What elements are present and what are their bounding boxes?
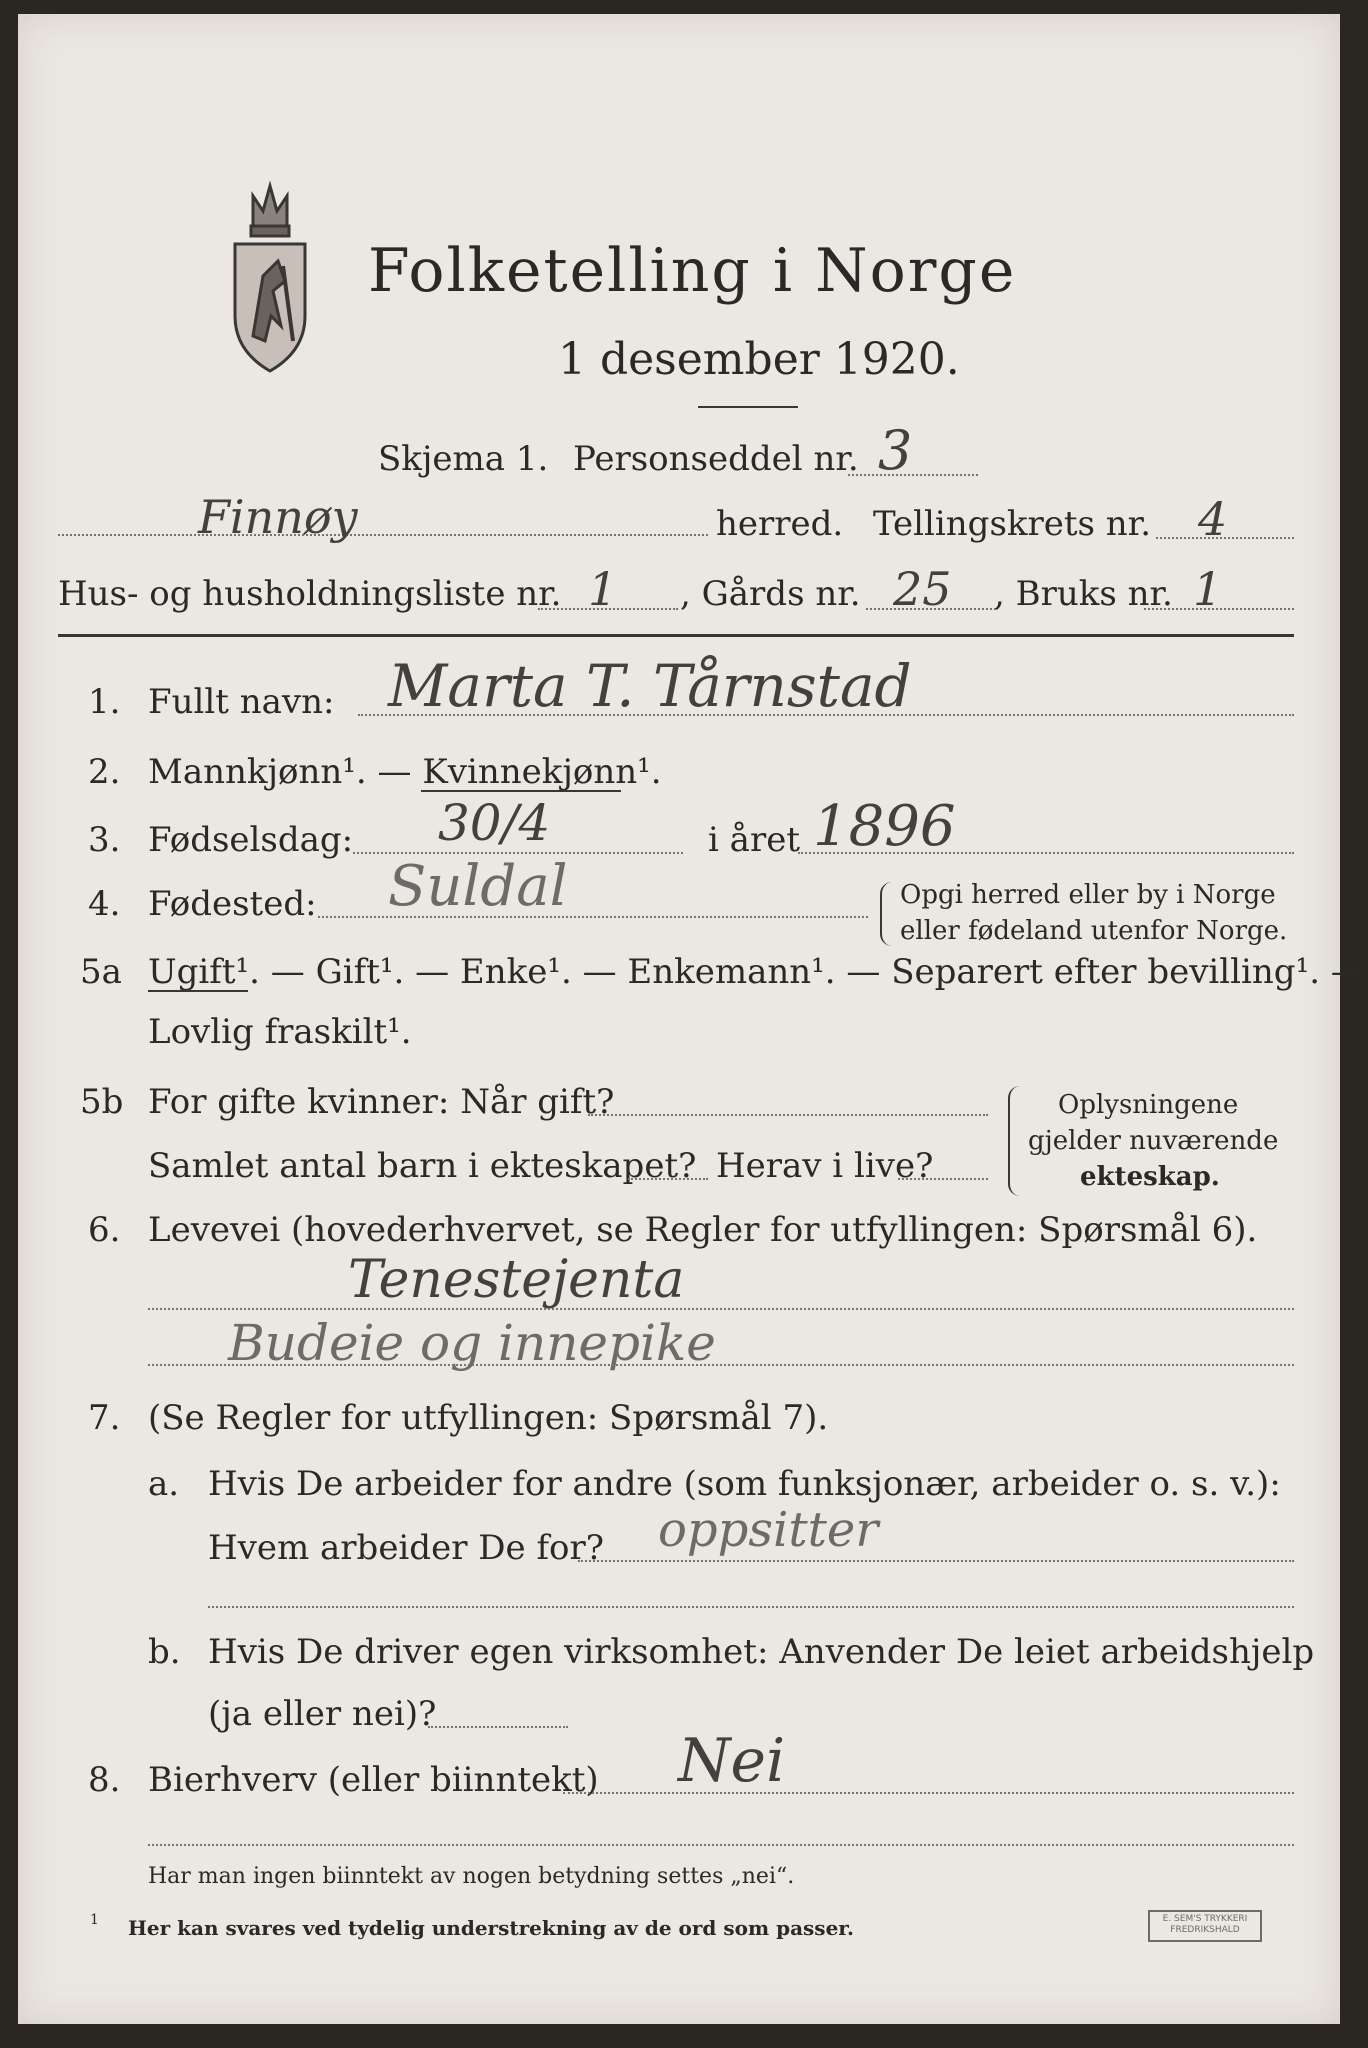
q7a-question: Hvis De arbeider for andre (som funksjonær, arbeider o. s. v.): <box>208 1464 1281 1504</box>
married-when-line <box>588 1114 988 1116</box>
q4-label: Fødested: <box>148 884 317 924</box>
birthplace-note-line1: Opgi herred eller by i Norge <box>900 880 1276 910</box>
kvinnekjonn-underline <box>421 790 621 792</box>
children-total-label: Samlet antal barn i ekteskapet? <box>148 1146 697 1186</box>
children-total-line <box>628 1178 708 1180</box>
hired-help-label: (ja eller nei)? <box>208 1694 437 1734</box>
employer-label: Hvem arbeider De for? <box>208 1528 604 1568</box>
tellingskrets-label: Tellingskrets nr. <box>873 504 1152 544</box>
birth-year-value[interactable]: 1896 <box>813 794 956 859</box>
year-label: i året <box>708 820 800 860</box>
side-income-extra-line <box>148 1844 1294 1846</box>
side-income-label: Bierhverv (eller biinntekt) <box>148 1760 599 1800</box>
q2-number: 2. <box>88 752 121 792</box>
hired-help-line <box>428 1726 568 1728</box>
herred-value[interactable]: Finnøy <box>198 490 358 544</box>
birthplace-note-brace <box>880 882 892 946</box>
children-alive-line <box>898 1178 988 1180</box>
bruks-label: , Bruks nr. <box>994 574 1173 614</box>
q5b-number: 5b <box>80 1082 124 1122</box>
herred-label: herred. <box>716 504 844 544</box>
hus-label: Hus- og husholdningsliste nr. <box>58 574 562 614</box>
q6-number: 6. <box>88 1210 121 1250</box>
side-income-note: Har man ingen biinntekt av nogen betydning settes „nei“. <box>148 1864 795 1889</box>
marriage-note-line2: gjelder nuværende <box>1028 1126 1279 1156</box>
q3-number: 3. <box>88 820 121 860</box>
form-title: Folketelling i Norge <box>368 236 1017 306</box>
census-form-page <box>18 14 1365 2024</box>
marital-status-options: Ugift¹. — Gift¹. — Enke¹. — Enkemann¹. — Separert efter bevilling¹. — <box>148 952 1365 992</box>
full-name-value[interactable]: Marta T. Tårnstad <box>388 652 912 720</box>
bruks-value[interactable]: 1 <box>1193 562 1223 616</box>
skjema-label: Skjema 1. <box>378 439 549 479</box>
census-date: 1 desember 1920. <box>558 334 960 385</box>
personseddel-line <box>848 474 978 476</box>
q1-number: 1. <box>88 682 121 722</box>
footnote-text: Her kan svares ved tydelig understrekning av de ord som passer. <box>128 1916 854 1940</box>
q8-number: 8. <box>88 1760 121 1800</box>
occupation-value-line1[interactable]: Tenestejenta <box>348 1250 685 1310</box>
marital-status-line2: Lovlig fraskilt¹. <box>148 1012 412 1052</box>
q3-label: Fødselsdag: <box>148 820 354 860</box>
occupation-line2 <box>148 1364 1294 1366</box>
occupation-line1 <box>148 1308 1294 1310</box>
personseddel-value[interactable]: 3 <box>878 419 913 482</box>
tellingskrets-value[interactable]: 4 <box>1198 492 1228 546</box>
employer-line <box>578 1560 1294 1562</box>
q7-number: 7. <box>88 1398 121 1438</box>
occupation-value-line2[interactable]: Budeie og innepike <box>228 1314 716 1372</box>
marriage-note-line3: ekteskap. <box>1080 1162 1220 1192</box>
marriage-note-line1: Oplysningene <box>1058 1090 1239 1120</box>
q1-label: Fullt navn: <box>148 682 335 722</box>
title-divider <box>698 406 798 408</box>
q7-label: (Se Regler for utfyllingen: Spørsmål 7). <box>148 1398 829 1438</box>
birthday-value[interactable]: 30/4 <box>438 794 551 852</box>
birthplace-value[interactable]: Suldal <box>388 854 568 919</box>
footnote-mark: 1 <box>90 1912 99 1928</box>
employer-extra-line <box>208 1606 1294 1608</box>
header-rule <box>58 634 1294 637</box>
q7b-letter: b. <box>148 1632 181 1672</box>
gards-value[interactable]: 25 <box>893 562 952 616</box>
herred-line <box>58 534 708 536</box>
q4-number: 4. <box>88 884 121 924</box>
printer-stamp <box>1148 1910 1262 1942</box>
gender-options: Mannkjønn¹. — Kvinnekjønn¹. <box>148 752 662 792</box>
side-income-line <box>563 1792 1294 1794</box>
birthplace-note-line2: eller fødeland utenfor Norge. <box>900 916 1288 946</box>
children-alive-label: Herav i live? <box>716 1146 934 1186</box>
employer-value[interactable]: oppsitter <box>658 1502 879 1558</box>
personseddel-label: Personseddel nr. <box>573 439 859 479</box>
q7b-question: Hvis De driver egen virksomhet: Anvender De leiet arbeidshjelp <box>208 1632 1315 1672</box>
q7a-letter: a. <box>148 1464 180 1504</box>
gards-label: , Gårds nr. <box>680 574 861 614</box>
ugift-underline <box>148 990 248 992</box>
marriage-note-brace <box>1008 1086 1020 1196</box>
q5a-number: 5a <box>80 952 122 992</box>
hus-value[interactable]: 1 <box>588 562 618 616</box>
married-when-label: For gifte kvinner: Når gift? <box>148 1082 615 1122</box>
printer-stamp-text: E. SEM'S TRYKKERI FREDRIKSHALD <box>1162 1914 1248 1935</box>
norwegian-coat-of-arms-icon <box>223 166 318 386</box>
occupation-label: Levevei (hovederhvervet, se Regler for utfyllingen: Spørsmål 6). <box>148 1210 1258 1250</box>
side-income-value[interactable]: Nei <box>678 1726 786 1796</box>
